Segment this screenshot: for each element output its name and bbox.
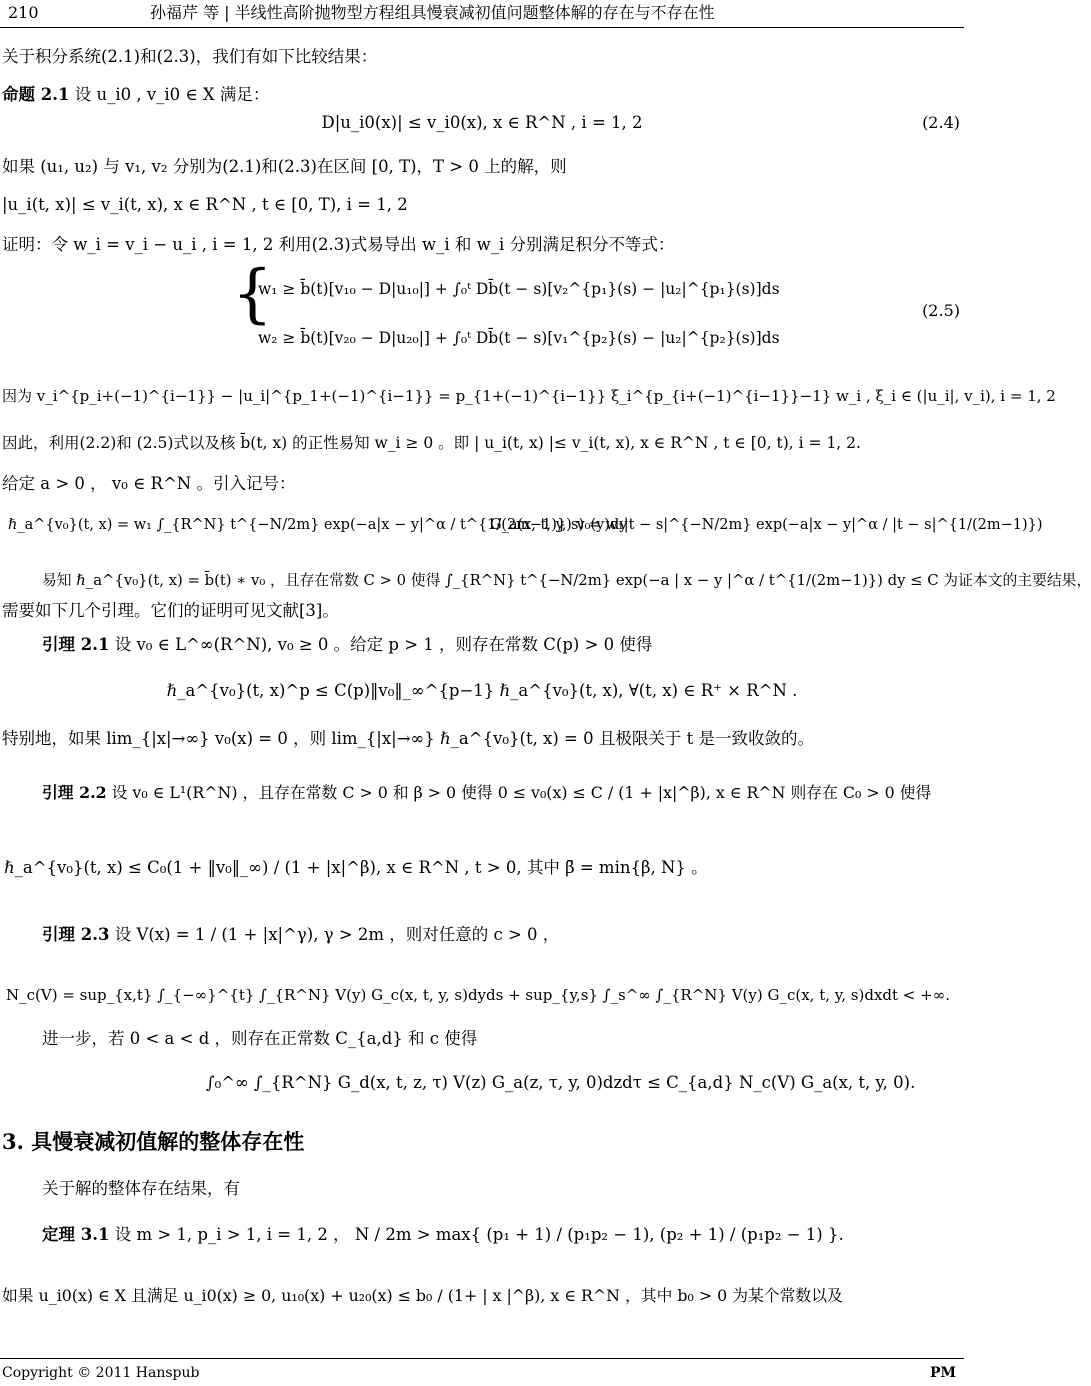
equation-number: (2.5) bbox=[922, 301, 960, 320]
paragraph-line: 需要如下几个引理。它们的证明可见文献[3]。 bbox=[2, 601, 339, 620]
inequality-line: |u_i(t, x)| ≤ v_i(t, x), x ∈ R^N , t ∈ [0, T), i = 1, 2 bbox=[2, 195, 408, 214]
lemma-2-2-equation: ℏ_a^{v₀}(t, x) ≤ C₀(1 + ‖v₀‖_∞) / (1 + |x|^β), x ∈ R^N , t > 0, 其中 β̄ = min{β, N} 。 bbox=[4, 858, 708, 877]
definition-g: G_a(x, t, y, s) = w₁|t − s|^{−N/2m} exp(−a|x − y|^α / |t − s|^{1/(2m−1)}) bbox=[490, 517, 1043, 533]
copyright: Copyright © 2011 Hanspub bbox=[2, 1365, 200, 1381]
paragraph-line: 因此，利用(2.2)和 (2.5)式以及核 b̄(t, x) 的正性易知 w_i ≥ 0 。即 | u_i(t, x) |≤ v_i(t, x), x ∈ R^N , t ∈ [0, t), i = 1, 2. bbox=[2, 434, 861, 452]
lemma-2-1 bbox=[42, 634, 652, 656]
lemma-2-3 bbox=[42, 924, 559, 946]
paragraph-line: 给定 a > 0 ， v₀ ∈ R^N 。引入记号： bbox=[2, 474, 296, 493]
paragraph-line: 进一步，若 0 < a < d ，则存在正常数 C_{a,d} 和 c 使得 bbox=[42, 1029, 478, 1048]
paragraph-line: 如果 u_i0(x) ∈ X 且满足 u_i0(x) ≥ 0, u₁₀(x) + u₂₀(x) ≤ b₀ / (1+ | x |^β), x ∈ R^N ，其中 b₀ > 0 为某个常数以及 bbox=[2, 1286, 843, 1305]
lemma-2-2 bbox=[42, 782, 931, 804]
lemma-label: 引理 2.2 bbox=[42, 783, 107, 802]
paragraph-line: 关于积分系统(2.1)和(2.3)，我们有如下比较结果： bbox=[2, 47, 378, 66]
definition-h: ℏ_a^{v₀}(t, x) = w₁ ∫_{R^N} t^{−N/2m} exp(−a|x − y|^α / t^{1/(2m−1)}) v₀(y)dy bbox=[8, 517, 628, 533]
theorem-text: 设 m > 1, p_i > 1, i = 1, 2 ， N / 2m > max{ (p₁ + 1) / (p₁p₂ − 1), (p₂ + 1) / (p₁p₂ − 1) }. bbox=[114, 1225, 844, 1244]
proposition-2-1 bbox=[2, 84, 269, 106]
header-rule bbox=[0, 27, 964, 28]
equation-2-5-second: w₂ ≥ b̄(t)[v₂₀ − D|u₂₀|] + ∫₀ᵗ Db̄(t − s)[v₁^{p₂}(s) − |u₂|^{p₂}(s)]ds bbox=[258, 329, 780, 347]
lemma-label: 引理 2.3 bbox=[42, 925, 110, 944]
running-title: 孙福芹 等 | 半线性高阶抛物型方程组具慢衰减初值问题整体解的存在与不存在性 bbox=[150, 3, 715, 22]
paragraph-line: 因为 v_i^{p_i+(−1)^{i−1}} − |u_i|^{p_1+(−1)^{i−1}} = p_{1+(−1)^{i−1}} ξ_i^{p_{i+(−1)^{i−1}}−1} w_i , ξ_i ∈ (|u_i|, v_i), i = 1, 2 bbox=[2, 387, 1056, 405]
paragraph-line: 如果 (u₁, u₂) 与 v₁, v₂ 分别为(2.1)和(2.3)在区间 [0, T)，T > 0 上的解，则 bbox=[2, 157, 567, 176]
lemma-text: 设 v₀ ∈ L^∞(R^N), v₀ ≥ 0 。给定 p > 1 ，则存在常数 C(p) > 0 使得 bbox=[114, 635, 653, 654]
lemma-label: 引理 2.1 bbox=[42, 635, 110, 654]
lemma-2-1-equation: ℏ_a^{v₀}(t, x)^p ≤ C(p)‖v₀‖_∞^{p−1} ℏ_a^{v₀}(t, x), ∀(t, x) ∈ R⁺ × R^N . bbox=[166, 681, 798, 700]
lemma-text: 设 V(x) = 1 / (1 + |x|^γ), γ > 2m ，则对任意的 c > 0 ， bbox=[114, 925, 560, 944]
lemma-2-3-estimate: ∫₀^∞ ∫_{R^N} G_d(x, t, z, τ) V(z) G_a(z, τ, y, 0)dzdτ ≤ C_{a,d} N_c(V) G_a(x, t, y, 0). bbox=[206, 1073, 916, 1092]
equation-2-5-first: w₁ ≥ b̄(t)[v₁₀ − D|u₁₀|] + ∫₀ᵗ Db̄(t − s)[v₂^{p₁}(s) − |u₂|^{p₁}(s)]ds bbox=[258, 280, 780, 298]
theorem-3-1 bbox=[42, 1224, 844, 1246]
equation-2-4: D|u_i0(x)| ≤ v_i0(x), x ∈ R^N , i = 1, 2 bbox=[321, 113, 643, 132]
paragraph-line: 易知 ℏ_a^{v₀}(t, x) = b̄(t) ∗ v₀ ，且存在常数 C > 0 使得 ∫_{R^N} t^{−N/2m} exp(−a | x − y |^α / t^{1/(2m−1)}) dy ≤ C 为证本文的主要结果， bbox=[42, 572, 1091, 589]
proposition-label: 命题 2.1 bbox=[2, 85, 70, 104]
equation-number: (2.4) bbox=[922, 113, 960, 132]
lemma-2-3-equation: N_c(V) = sup_{x,t} ∫_{−∞}^{t} ∫_{R^N} V(y) G_c(x, t, y, s)dyds + sup_{y,s} ∫_s^∞ ∫_{R^N} V(y) G_c(x, t, y, s)dxdt < +∞. bbox=[6, 986, 950, 1004]
proposition-text: 设 u_i0 , v_i0 ∈ X 满足： bbox=[74, 85, 270, 104]
lemma-text: 设 v₀ ∈ L¹(R^N) ，且存在常数 C > 0 和 β > 0 使得 0 ≤ v₀(x) ≤ C / (1 + |x|^β), x ∈ R^N 则存在 C₀ > 0 使得 bbox=[111, 783, 932, 802]
paragraph-line: 关于解的整体存在结果，有 bbox=[42, 1179, 240, 1198]
theorem-label: 定理 3.1 bbox=[42, 1225, 110, 1244]
page-number: 210 bbox=[8, 3, 39, 22]
paragraph-line: 特别地，如果 lim_{|x|→∞} v₀(x) = 0 ，则 lim_{|x|→∞} ℏ_a^{v₀}(t, x) = 0 且极限关于 t 是一致收敛的。 bbox=[2, 729, 814, 748]
section-heading: 3. 具慢衰减初值解的整体存在性 bbox=[2, 1129, 305, 1154]
footer-rule bbox=[0, 1358, 964, 1359]
system-brace: { bbox=[232, 257, 273, 331]
journal-abbrev: PM bbox=[929, 1365, 956, 1381]
proof-line: 证明：令 w_i = v_i − u_i , i = 1, 2 利用(2.3)式易导出 w_i 和 w_i 分别满足积分不等式： bbox=[2, 235, 675, 254]
